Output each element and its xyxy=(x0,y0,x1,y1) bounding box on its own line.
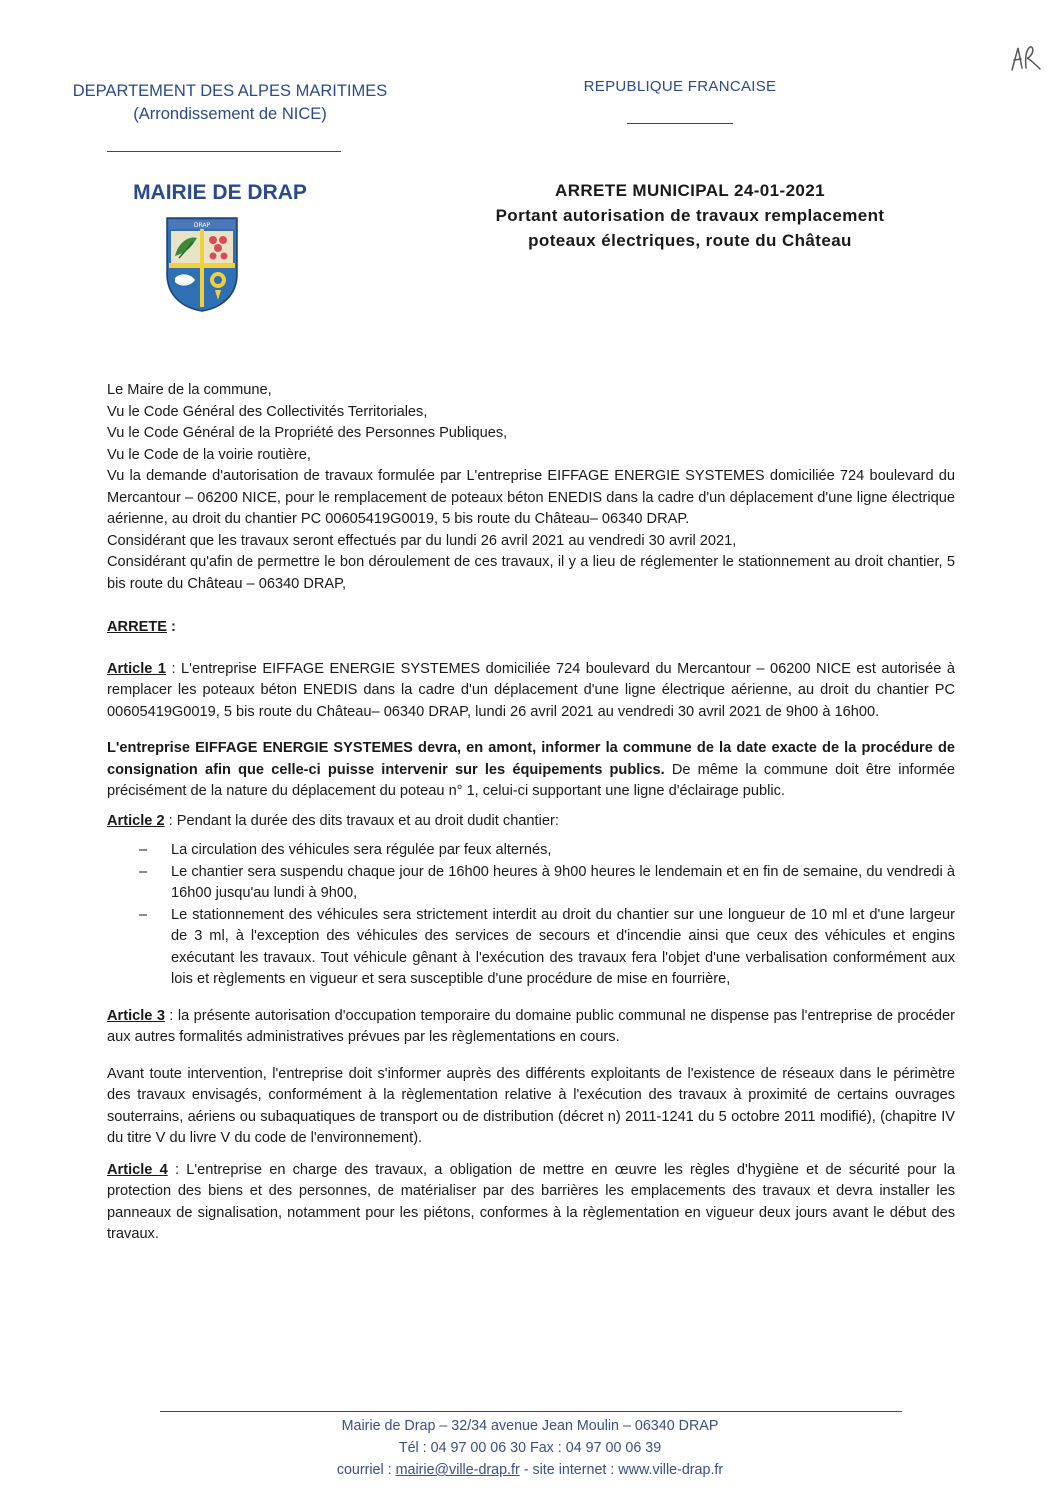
footer-contact: courriel : mairie@ville-drap.fr - site internet : www.ville-drap.fr xyxy=(336,1462,724,1478)
preamble-considering-dates: Considérant que les travaux seront effectués par du lundi 26 avril 2021 au vendredi 30 avril 2021, xyxy=(107,532,737,549)
footer-phones: Tél : 04 97 00 06 30 Fax : 04 97 00 06 39 xyxy=(398,1440,662,1456)
article-1-note-rest: De même la commune doit être informée précisément de la nature du déplacement du poteau n° 1, celui-ci supportant une ligne d'éclairage public. xyxy=(107,761,955,799)
arrete-heading: ARRETE : xyxy=(107,619,176,635)
article-1-note-bold: L'entreprise EIFFAGE ENERGIE SYSTEMES devra, en amont, informer la commune de la date exacte de la procédure de consignation afin que celle-ci puisse intervenir sur les équipements publics. xyxy=(107,740,955,778)
article-2 xyxy=(107,811,955,833)
handwritten-initials xyxy=(1008,42,1044,76)
article-1-label: Article 1 xyxy=(107,660,167,677)
preamble-line: Vu le Code Général des Collectivités Territoriales, xyxy=(107,403,428,420)
footer-address: Mairie de Drap – 32/34 avenue Jean Moulin – 06340 DRAP xyxy=(341,1418,719,1434)
article-1-note xyxy=(107,738,955,803)
article-4 xyxy=(107,1160,955,1246)
department-divider xyxy=(107,151,341,152)
republic-divider xyxy=(627,123,733,124)
article-3-paragraph-2: Avant toute intervention, l'entreprise doit s'informer auprès des différents exploitants de l'existence de réseaux dans le périmètre des travaux envisagés, conformément à la règlementation relative à l'exécution des travaux à proximité de certains ouvrages souterrains, aériens ou subaquatiques de transport ou de distribution (décret n) 2011-1241 du 5 octobre 2011 modifié), (chapitre IV du titre V du livre V du code de l'environnement). xyxy=(107,1065,955,1146)
article-2-text: : Pendant la durée des dits travaux et au droit dudit chantier: xyxy=(164,812,559,829)
footer xyxy=(180,1415,880,1481)
article-1-text: : L'entreprise EIFFAGE ENERGIE SYSTEMES domiciliée 724 boulevard du Mercantour – 06200 NICE est autorisée à remplacer les poteaux béton ENEDIS dans la cadre d'un déplacement d'une ligne électrique aérienne, au droit du chantier PC 00605419G0019, 5 bis route du Château– 06340 DRAP, lundi 26 avril 2021 au vendredi 30 avril 2021 de 9h00 à 16h00. xyxy=(107,660,955,720)
svg-text:DRAP: DRAP xyxy=(193,222,211,229)
decree-title-block xyxy=(425,178,955,253)
preamble-line: Vu le Code de la voirie routière, xyxy=(107,446,311,463)
footer-divider xyxy=(160,1411,902,1412)
decree-number: ARRETE MUNICIPAL 24-01-2021 xyxy=(555,181,825,200)
arrondissement: (Arrondissement de NICE) xyxy=(133,105,327,123)
list-item: – La circulation des véhicules sera régulée par feux alternés, xyxy=(107,840,955,862)
decree-body xyxy=(107,380,955,1246)
decree-subject-line2: poteaux électriques, route du Château xyxy=(528,231,852,250)
article-4-text: : L'entreprise en charge des travaux, a obligation de mettre en œuvre les règles d'hygiène et de sécurité pour la protection des biens et des personnes, de matérialiser par des barrières les emplacements des travaux et devra installer les panneaux de signalisation, notamment pour les piétons, conformes à la règlementation en vigueur deux jours avant le début des travaux. xyxy=(107,1161,956,1242)
list-item: – Le chantier sera suspendu chaque jour de 16h00 heures à 9h00 heures le lendemain et en fin de semaine, du vendredi à 16h00 jusqu'au lundi à 9h00, xyxy=(107,862,955,905)
preamble-line: Le Maire de la commune, xyxy=(107,382,272,398)
article-3 xyxy=(107,1006,955,1049)
arrete-label: ARRETE xyxy=(107,619,167,635)
department-header xyxy=(60,80,400,126)
article-1 xyxy=(107,659,955,724)
list-item: – Le stationnement des véhicules sera strictement interdit au droit du chantier sur une longueur de 10 ml et d'une largeur de 3 ml, à l'exception des véhicules des services de secours et d'incendie ainsi que ceux des véhicules et engins exécutant les travaux. Tout véhicule gênant à l'exécution des travaux fera l'objet d'une verbalisation conformément aux lois et règlements en vigueur et sera susceptible d'une procédure de mise en fourrière, xyxy=(107,905,955,991)
decree-subject-line1: Portant autorisation de travaux remplacement xyxy=(495,206,885,225)
article-3-label: Article 3 xyxy=(107,1007,165,1024)
article-2-label: Article 2 xyxy=(107,812,165,829)
mairie-name: MAIRIE DE DRAP xyxy=(133,181,307,204)
preamble-considering-parking: Considérant qu'afin de permettre le bon déroulement de ces travaux, il y a lieu de réglementer le stationnement au droit chantier, 5 bis route du Château – 06340 DRAP, xyxy=(107,554,955,592)
preamble-request: Vu la demande d'autorisation de travaux formulée par L'entreprise EIFFAGE ENERGIE SYSTEMES domiciliée 724 boulevard du Mercantour – 06200 NICE, pour le remplacement de poteaux béton ENEDIS dans la cadre d'un déplacement d'une ligne électrique aérienne, au droit du chantier PC 00605419G0019, 5 bis route du Château– 06340 DRAP. xyxy=(107,468,955,527)
website-link[interactable]: www.ville-drap.fr xyxy=(618,1462,724,1478)
article-2-list xyxy=(107,840,955,991)
article-4-label: Article 4 xyxy=(107,1161,168,1178)
preamble-line: Vu le Code Général de la Propriété des Personnes Publiques, xyxy=(107,425,508,441)
town-crest-icon xyxy=(163,216,241,312)
republic-header: REPUBLIQUE FRANCAISE xyxy=(583,78,777,95)
department-name: DEPARTEMENT DES ALPES MARITIMES xyxy=(72,82,388,100)
email-link[interactable]: mairie@ville-drap.fr xyxy=(395,1462,520,1478)
article-3-text: : la présente autorisation d'occupation temporaire du domaine public communal ne dispense pas l'entreprise de procéder aux autres formalités administratives prévues par les règlementations en cours. xyxy=(107,1007,956,1045)
